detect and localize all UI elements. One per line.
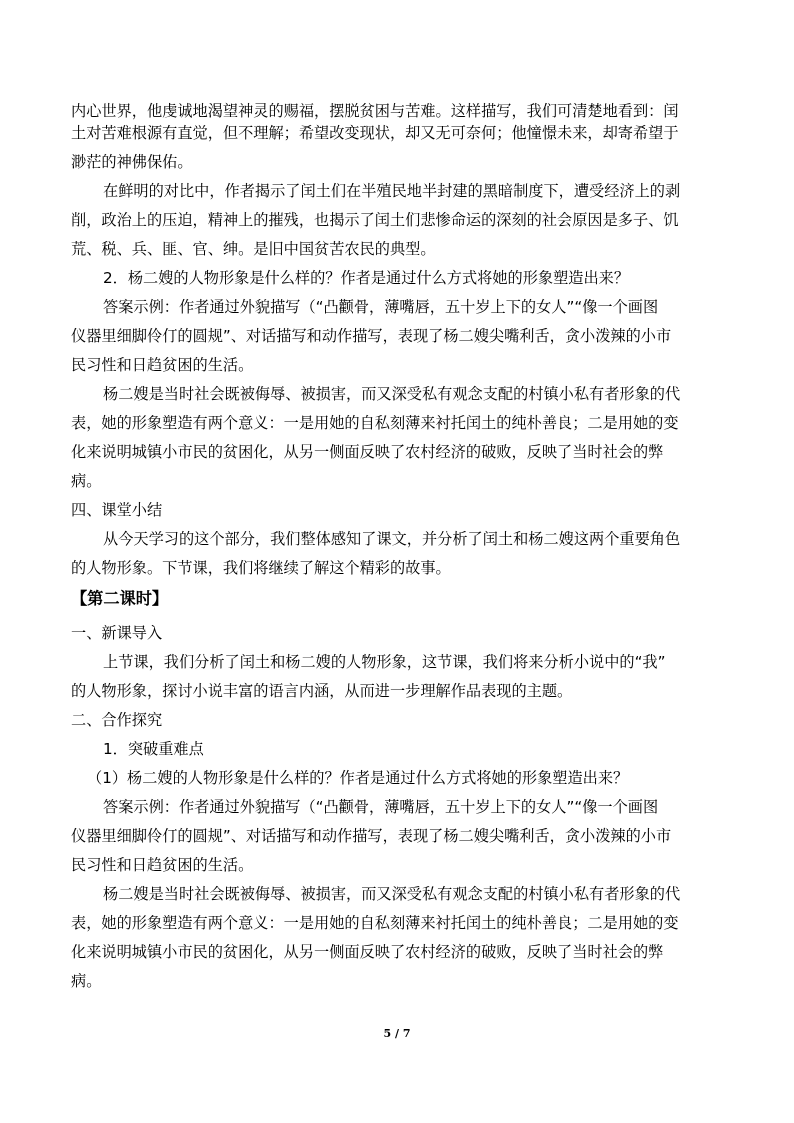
- text-line: 病。: [71, 972, 102, 990]
- text-line: 答案示例：作者通过外貌描写（“凸颧骨，薄嘴唇，五十岁上下的女人”“像一个画图: [103, 798, 659, 816]
- text-line: 杨二嫂是当时社会既被侮辱、被损害，而又深受私有观念支配的村镇小私有者形象的代: [103, 885, 681, 903]
- text-line: 1．突破重难点: [103, 740, 204, 758]
- section-heading: 【第二课时】: [71, 589, 169, 608]
- text-line: 化来说明城镇小市民的贫困化，从另一侧面反映了农村经济的破败，反映了当时社会的弊: [71, 943, 664, 961]
- document-body: [71, 100, 725, 992]
- text-line: （1）杨二嫂的人物形象是什么样的？作者是通过什么方式将她的形象塑造出来？: [87, 769, 629, 787]
- text-line: 的人物形象，探讨小说丰富的语言内涵，从而进一步理解作品表现的主题。: [71, 682, 573, 700]
- text-line: 内心世界，他虔诚地渴望神灵的赐福，摆脱贫困与苦难。这样描写，我们可清楚地看到：闰: [71, 102, 679, 120]
- text-line: 上节课，我们分析了闰土和杨二嫂的人物形象，这节课，我们将来分析小说中的“我”: [103, 653, 666, 671]
- text-line: 答案示例：作者通过外貌描写（“凸颧骨，薄嘴唇，五十岁上下的女人”“像一个画图: [103, 298, 659, 316]
- text-line: 杨二嫂是当时社会既被侮辱、被损害，而又深受私有观念支配的村镇小私有者形象的代: [103, 385, 681, 403]
- text-line: 表，她的形象塑造有两个意义：一是用她的自私刻薄来衬托闰土的纯朴善良；二是用她的变: [71, 414, 679, 432]
- text-line: 2．杨二嫂的人物形象是什么样的？作者是通过什么方式将她的形象塑造出来？: [103, 269, 630, 287]
- text-line: 化来说明城镇小市民的贫困化，从另一侧面反映了农村经济的破败，反映了当时社会的弊: [71, 443, 664, 461]
- page-number: 5 / 7: [383, 1027, 411, 1040]
- text-line: 仪器里细脚伶仃的圆规”、对话描写和动作描写，表现了杨二嫂尖嘴利舌，贪小泼辣的小市: [71, 827, 672, 845]
- text-line: 荒、税、兵、匪、官、绅。是旧中国贫苦农民的典型。: [71, 240, 436, 258]
- text-line: 在鲜明的对比中，作者揭示了闰土们在半殖民地半封建的黑暗制度下，遭受经济上的剥: [103, 182, 681, 200]
- text-line: 削，政治上的压迫，精神上的摧残，也揭示了闰土们悲惨命运的深刻的社会原因是多子、饥: [71, 211, 679, 229]
- text-line: 表，她的形象塑造有两个意义：一是用她的自私刻薄来衬托闰土的纯朴善良；二是用她的变: [71, 914, 679, 932]
- text-line: 渺茫的神佛保佑。: [71, 153, 193, 171]
- text-line: 病。: [71, 472, 102, 490]
- text-line: 二、合作探究: [71, 711, 163, 729]
- text-line: 一、新课导入: [71, 624, 163, 642]
- text-line: 民习性和日趋贫困的生活。: [71, 856, 254, 874]
- text-line: 的人物形象。下节课，我们将继续了解这个精彩的故事。: [71, 559, 451, 577]
- text-line: 土对苦难根源有直觉，但不理解；希望改变现状，却又无可奈何；他憧憬未来，却寄希望于: [71, 124, 679, 142]
- text-line: 仪器里细脚伶仃的圆规”、对话描写和动作描写，表现了杨二嫂尖嘴利舌，贪小泼辣的小市: [71, 327, 672, 345]
- text-line: 四、课堂小结: [71, 501, 163, 519]
- text-line: 从今天学习的这个部分，我们整体感知了课文，并分析了闰土和杨二嫂这两个重要角色: [103, 530, 681, 548]
- text-line: 民习性和日趋贫困的生活。: [71, 356, 254, 374]
